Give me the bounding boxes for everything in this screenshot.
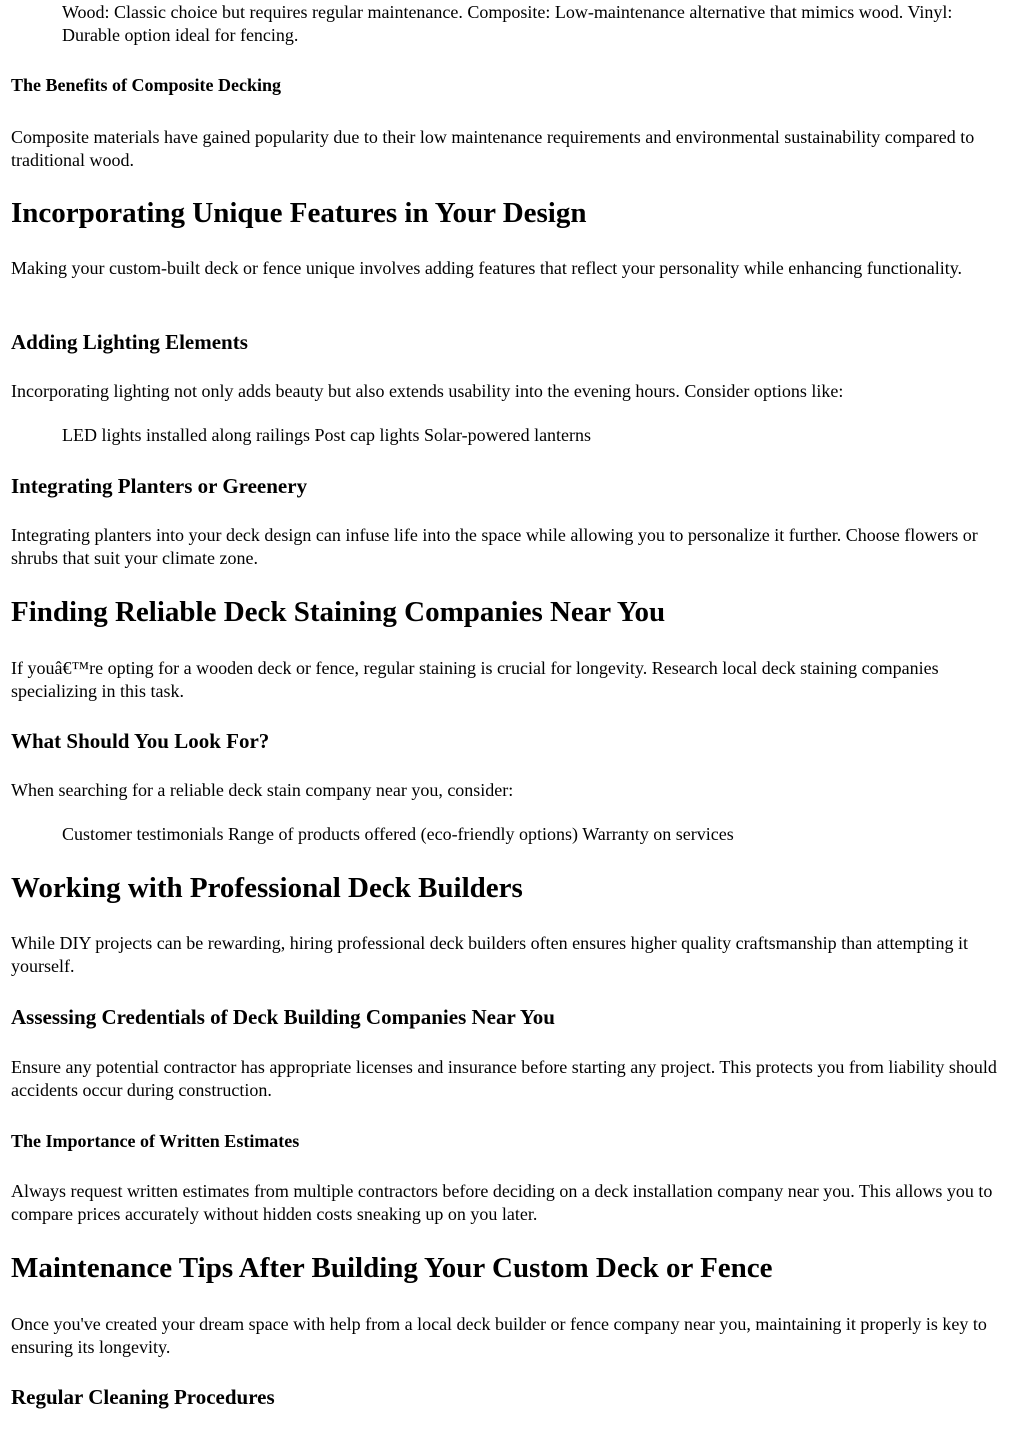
paragraph-unique-features: Making your custom-built deck or fence unique involves adding features that reflect your personality while enhancing functionality. (11, 258, 963, 278)
paragraph-professional-builders: While DIY projects can be rewarding, hiring professional deck builders often ensures higher quality craftsmanship than attempting it yourself. (11, 933, 969, 976)
heading-maintenance-tips: Maintenance Tips After Building Your Custom Deck or Fence (11, 1252, 773, 1284)
heading-regular-cleaning: Regular Cleaning Procedures (11, 1385, 275, 1409)
paragraph-look-for: When searching for a reliable deck stain company near you, consider: (11, 780, 514, 800)
paragraph-composite: Composite materials have gained popularity due to their low maintenance requirements and environmental sustainability compared to traditional wood. (11, 127, 975, 170)
paragraph-credentials: Ensure any potential contractor has appropriate licenses and insurance before starting any project. This protects you from liability should accidents occur during construction. (11, 1057, 997, 1100)
heading-professional-builders: Working with Professional Deck Builders (11, 872, 523, 904)
look-for-list-item: Customer testimonials Range of products offered (eco-friendly options) Warranty on services (62, 824, 734, 844)
heading-credentials: Assessing Credentials of Deck Building Companies Near You (11, 1005, 555, 1029)
heading-composite-benefits: The Benefits of Composite Decking (11, 75, 281, 95)
heading-lighting: Adding Lighting Elements (11, 330, 248, 354)
lighting-list-item: LED lights installed along railings Post cap lights Solar-powered lanterns (62, 425, 592, 445)
heading-planters: Integrating Planters or Greenery (11, 474, 308, 498)
paragraph-lighting: Incorporating lighting not only adds beauty but also extends usability into the evening hours. Consider options like: (11, 381, 844, 401)
heading-written-estimates: The Importance of Written Estimates (11, 1131, 300, 1151)
paragraph-written-estimates: Always request written estimates from multiple contractors before deciding on a deck installation company near you. This allows you to compare prices accurately without hidden costs sneaking up on you later. (11, 1181, 993, 1224)
paragraph-planters: Integrating planters into your deck design can infuse life into the space while allowing you to personalize it further. Choose flowers or shrubs that suit your climate zone. (11, 525, 978, 568)
materials-list-item: Wood: Classic choice but requires regular maintenance. Composite: Low-maintenance alternative that mimics wood. Vinyl: Durable option ideal for fencing. (62, 2, 953, 45)
paragraph-staining: If youâ€™re opting for a wooden deck or fence, regular staining is crucial for longevity. Research local deck staining companies specializing in this task. (11, 658, 939, 701)
heading-unique-features: Incorporating Unique Features in Your Design (11, 197, 587, 229)
heading-look-for: What Should You Look For? (11, 729, 270, 753)
paragraph-maintenance: Once you've created your dream space with help from a local deck builder or fence company near you, maintaining it properly is key to ensuring its longevity. (11, 1314, 987, 1357)
heading-staining-companies: Finding Reliable Deck Staining Companies Near You (11, 596, 666, 628)
